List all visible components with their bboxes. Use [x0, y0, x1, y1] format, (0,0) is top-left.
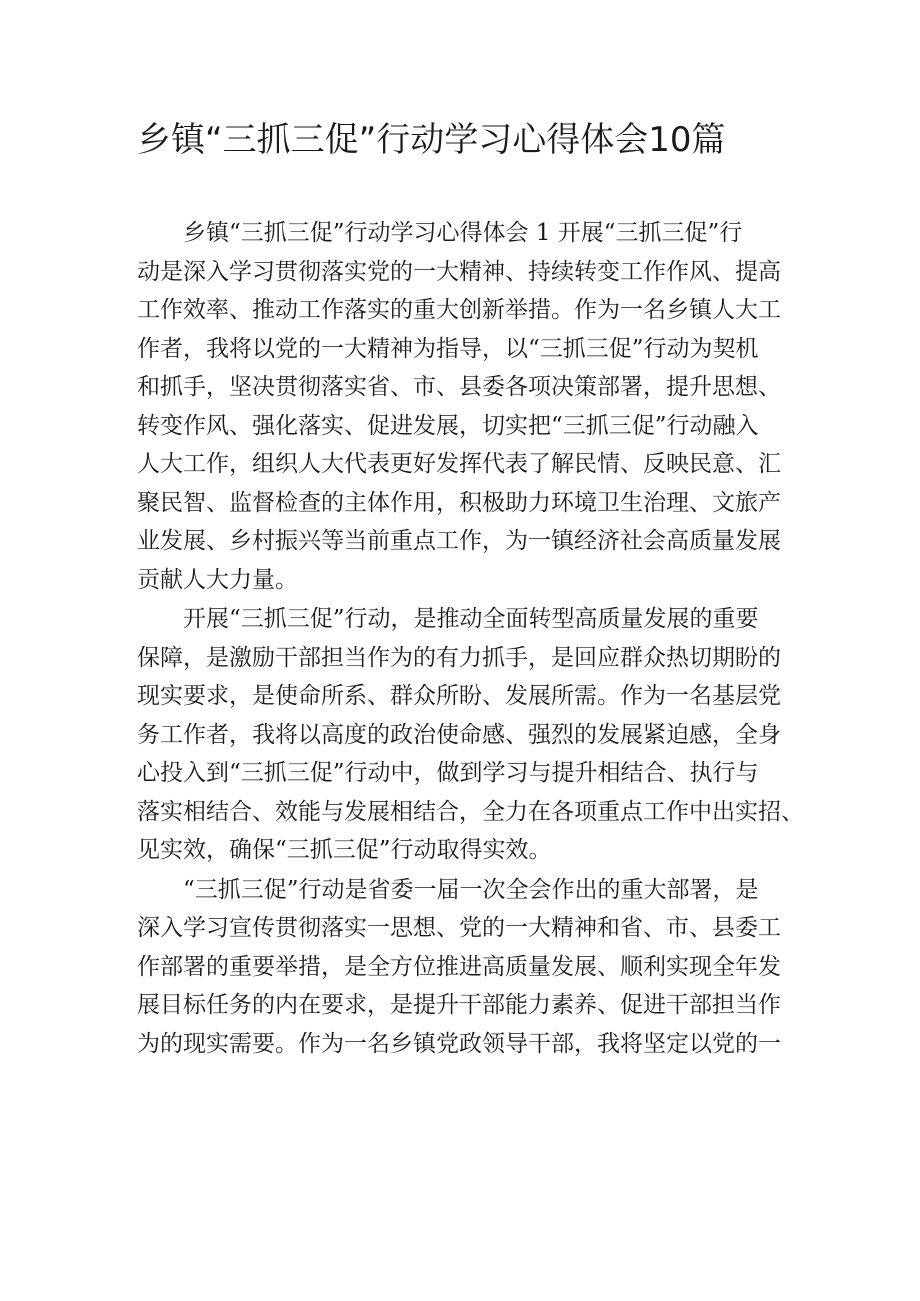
paragraph-2-line: 落实相结合、效能与发展相结合，全力在各项重点工作中出实招、: [137, 798, 804, 825]
paragraph-1-line: 动是深入学习贯彻落实党的一大精神、持续转变工作作风、提高: [137, 258, 781, 285]
paragraph-2-line: 务工作者，我将以高度的政治使命感、强烈的发展紧迫感，全身: [137, 721, 781, 748]
document-body: [137, 214, 804, 1063]
paragraph-3-line: “三抓三促”行动是省委一届一次全会作出的重大部署，是: [183, 876, 759, 903]
paragraph-3-line: 为的现实需要。作为一名乡镇党政领导干部，我将坚定以党的一: [137, 1030, 781, 1057]
paragraph-2-line: 心投入到“三抓三促”行动中，做到学习与提升相结合、执行与: [137, 760, 759, 786]
paragraph-1-line: 人大工作，组织人大代表更好发挥代表了解民情、反映民意、汇: [137, 451, 781, 477]
paragraph-2-line: 见实效，确保“三抓三促”行动取得实效。: [137, 837, 552, 863]
paragraph-1-line: 作者，我将以党的一大精神为指导，以“三抓三促”行动为契机: [137, 335, 759, 362]
paragraph-3-line: 作部署的重要举措，是全方位推进高质量发展、顺利实现全年发: [137, 953, 781, 980]
document-title: 乡镇“三抓三促”行动学习心得体会10篇: [137, 120, 726, 160]
paragraph-1-line: 贡献人大力量。: [137, 566, 298, 593]
paragraph-1-line: 聚民智、监督检查的主体作用，积极助力环境卫生治理、文旅产: [137, 489, 781, 516]
paragraph-3-line: 展目标任务的内在要求，是提升干部能力素养、促进干部担当作: [137, 992, 781, 1018]
paragraph-1-line: 乡镇“三抓三促”行动学习心得体会 1 开展“三抓三促”行: [183, 220, 743, 246]
paragraph-3-line: 深入学习宣传贯彻落实一思想、党的一大精神和省、市、县委工: [137, 915, 781, 941]
paragraph-1-line: 转变作风、强化落实、促进发展，切实把“三抓三促”行动融入: [137, 412, 759, 439]
paragraph-1-line: 和抓手，坚决贯彻落实省、市、县委各项决策部署，提升思想、: [137, 374, 781, 400]
paragraph-2-line: 现实要求，是使命所系、群众所盼、发展所需。作为一名基层党: [137, 683, 781, 709]
paragraph-2-line: 开展“三抓三促”行动，是推动全面转型高质量发展的重要: [183, 606, 759, 632]
paragraph-1-line: 工作效率、推动工作落实的重大创新举措。作为一名乡镇人大工: [137, 297, 781, 323]
paragraph-2-line: 保障，是激励干部担当作为的有力抓手，是回应群众热切期盼的: [137, 644, 781, 671]
paragraph-1-line: 业发展、乡村振兴等当前重点工作，为一镇经济社会高质量发展: [137, 528, 781, 554]
